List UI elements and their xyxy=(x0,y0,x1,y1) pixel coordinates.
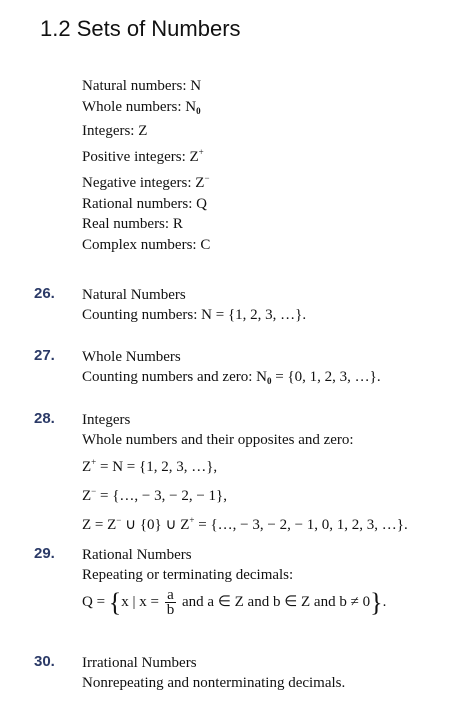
formula-rational: Q = {x | x = $\frac{a}{b}$ and a ∈ Z and b ∈ Z and b ≠ 0}. xyxy=(82,587,387,619)
formula-negative-integers: Z− = {…, − 3, − 2, − 1}, xyxy=(82,486,227,504)
entry-title: Natural Numbers xyxy=(82,287,186,303)
set-natural: Natural numbers: N xyxy=(82,78,202,94)
superscript: − xyxy=(204,172,210,183)
entry-number: 27. xyxy=(34,347,55,364)
entry-description: Nonrepeating and nonterminating decimals. xyxy=(82,675,346,691)
entry-title: Integers xyxy=(82,412,131,428)
section-title: 1.2 Sets of Numbers xyxy=(40,16,241,41)
entry-description: Counting numbers and zero: $N_0 = \{0$, 1, 2, 3, …}. xyxy=(82,369,381,386)
entry-description: Repeating or terminating decimals: xyxy=(82,567,294,583)
formula-integers: Z = Z− ∪ {0} ∪ Z+ = {…, − 3, − 2, − 1, 0, 1, 2, 3, …}. xyxy=(82,515,408,533)
fraction: $\frac{a}{b}$ xyxy=(166,587,175,619)
entry-body xyxy=(82,653,345,693)
set-negative-integers: Negative integers: Z− xyxy=(82,172,210,191)
subscript: 0 xyxy=(266,376,272,386)
set-positive-integers: Positive integers: Z+ xyxy=(82,147,204,166)
entry-body xyxy=(82,545,386,619)
formula-positive-integers: Z+ = N = {1, 2, 3, …}, xyxy=(82,457,218,475)
sets-list xyxy=(82,76,210,256)
set-complex: Complex numbers: C xyxy=(82,236,211,253)
entry-description: Whole numbers and their opposites and zero: xyxy=(82,432,354,448)
set-whole: Whole numbers: $N_0$ xyxy=(82,98,201,116)
entry-number: 28. xyxy=(34,410,55,427)
entry-body xyxy=(82,285,306,325)
entry-number: 29. xyxy=(34,545,55,562)
set-real: Real numbers: R xyxy=(82,216,183,233)
set-rational: Rational numbers: Q xyxy=(82,195,207,212)
entry-title: Rational Numbers xyxy=(82,547,192,563)
superscript: + xyxy=(198,147,204,158)
entry-description: Counting numbers: N = {1, 2, 3, …}. xyxy=(82,307,307,323)
entry-body xyxy=(82,347,381,391)
entry-title: Whole Numbers xyxy=(82,349,181,365)
subscript: 0 xyxy=(196,105,201,116)
set-integers: Integers: Z xyxy=(82,123,148,140)
entry-title: Irrational Numbers xyxy=(82,655,197,671)
entry-body xyxy=(82,410,408,537)
entry-number: 26. xyxy=(34,285,55,302)
entry-number: 30. xyxy=(34,653,55,670)
